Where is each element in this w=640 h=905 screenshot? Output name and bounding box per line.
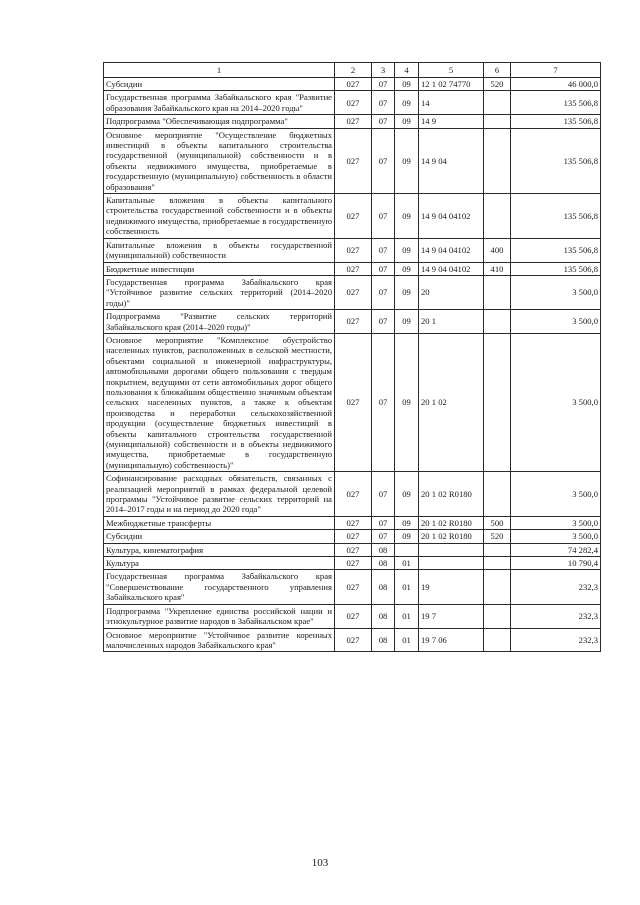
- target-article-cell: 14: [419, 91, 484, 115]
- target-article-cell: 14 9 04 04102: [419, 194, 484, 239]
- section-cell: 08: [372, 628, 395, 652]
- amount-cell: 135 506,8: [511, 128, 601, 193]
- target-article-cell: 14 9 04: [419, 128, 484, 193]
- amount-cell: 135 506,8: [511, 115, 601, 128]
- name-cell: Подпрограмма "Обеспечивающая подпрограмма": [104, 115, 335, 128]
- name-cell: Капитальные вложения в объекты капитального строительства государственной собственности и в объекты недвижимого имущества, приобретаемые в государственную собственность: [104, 194, 335, 239]
- section-cell: 07: [372, 115, 395, 128]
- subsection-cell: 09: [395, 310, 419, 334]
- table-row: [104, 194, 601, 239]
- ministry-code-cell: 027: [335, 78, 372, 91]
- ministry-code-cell: 027: [335, 472, 372, 517]
- section-cell: 07: [372, 91, 395, 115]
- ministry-code-cell: 027: [335, 238, 372, 262]
- table-row: [104, 115, 601, 128]
- subsection-cell: 09: [395, 333, 419, 471]
- table-row: [104, 238, 601, 262]
- expense-type-cell: 410: [484, 262, 511, 275]
- ministry-code-cell: 027: [335, 128, 372, 193]
- table-row: [104, 628, 601, 652]
- name-cell: Субсидии: [104, 78, 335, 91]
- target-article-cell: 14 9 04 04102: [419, 262, 484, 275]
- ministry-code-cell: 027: [335, 604, 372, 628]
- name-cell: Софинансирование расходных обязательств, связанных с реализацией мероприятий в рамках федеральной целевой программы "Устойчивое развитие сельских территорий на 2014–2017 годы и на период до 2020 года": [104, 472, 335, 517]
- subsection-cell: 09: [395, 530, 419, 543]
- table-row: [104, 262, 601, 275]
- table-row: [104, 275, 601, 309]
- ministry-code-cell: 027: [335, 628, 372, 652]
- name-cell: Подпрограмма "Развитие сельских территорий Забайкальского края (2014–2020 годы)": [104, 310, 335, 334]
- section-cell: 07: [372, 275, 395, 309]
- subsection-cell: 01: [395, 628, 419, 652]
- table-row: [104, 333, 601, 471]
- table-row: [104, 78, 601, 91]
- page-number: 103: [311, 857, 329, 869]
- section-cell: 08: [372, 557, 395, 570]
- amount-cell: 10 790,4: [511, 557, 601, 570]
- amount-cell: 135 506,8: [511, 262, 601, 275]
- ministry-code-cell: 027: [335, 570, 372, 604]
- amount-cell: 232,3: [511, 570, 601, 604]
- target-article-cell: 19 7: [419, 604, 484, 628]
- table-row: [104, 530, 601, 543]
- table-body: [104, 78, 601, 652]
- name-cell: Бюджетные инвестиции: [104, 262, 335, 275]
- subsection-cell: 09: [395, 128, 419, 193]
- amount-cell: 3 500,0: [511, 530, 601, 543]
- target-article-cell: 14 9: [419, 115, 484, 128]
- name-cell: Субсидии: [104, 530, 335, 543]
- expense-type-cell: [484, 275, 511, 309]
- section-cell: 07: [372, 194, 395, 239]
- table-row: [104, 604, 601, 628]
- column-header-3: 3: [372, 63, 395, 78]
- subsection-cell: 09: [395, 275, 419, 309]
- name-cell: Государственная программа Забайкальского края "Устойчивое развитие сельских территорий (2014–2020 годы)": [104, 275, 335, 309]
- amount-cell: 46 000,0: [511, 78, 601, 91]
- table-row: [104, 128, 601, 193]
- column-header-6: 6: [484, 63, 511, 78]
- target-article-cell: 20: [419, 275, 484, 309]
- expense-type-cell: [484, 472, 511, 517]
- amount-cell: 3 500,0: [511, 333, 601, 471]
- section-cell: 07: [372, 472, 395, 517]
- table-row: [104, 472, 601, 517]
- subsection-cell: 09: [395, 194, 419, 239]
- section-cell: 07: [372, 128, 395, 193]
- target-article-cell: 19: [419, 570, 484, 604]
- expense-type-cell: [484, 91, 511, 115]
- expense-type-cell: 520: [484, 530, 511, 543]
- ministry-code-cell: 027: [335, 557, 372, 570]
- name-cell: Основное мероприятие "Осуществление бюджетных инвестиций в объекты капитального строительства государственной (муниципальной) собственности и в объекты недвижимого имущества, приобретаемые в государственную (муниципальную) собственность в области образования": [104, 128, 335, 193]
- ministry-code-cell: 027: [335, 194, 372, 239]
- ministry-code-cell: 027: [335, 262, 372, 275]
- section-cell: 07: [372, 78, 395, 91]
- expense-type-cell: [484, 310, 511, 334]
- expense-type-cell: [484, 128, 511, 193]
- expense-type-cell: 400: [484, 238, 511, 262]
- subsection-cell: 01: [395, 604, 419, 628]
- section-cell: 07: [372, 262, 395, 275]
- amount-cell: 135 506,8: [511, 91, 601, 115]
- amount-cell: 3 500,0: [511, 516, 601, 529]
- subsection-cell: 09: [395, 78, 419, 91]
- expense-type-cell: [484, 333, 511, 471]
- name-cell: Культура: [104, 557, 335, 570]
- expense-type-cell: [484, 194, 511, 239]
- subsection-cell: 09: [395, 115, 419, 128]
- section-cell: 08: [372, 570, 395, 604]
- name-cell: Государственная программа Забайкальского края "Развитие образования Забайкальского края на 2014–2020 годы": [104, 91, 335, 115]
- table-row: [104, 516, 601, 529]
- ministry-code-cell: 027: [335, 115, 372, 128]
- target-article-cell: 20 1 02: [419, 333, 484, 471]
- expense-type-cell: [484, 628, 511, 652]
- name-cell: Основное мероприятие "Устойчивое развитие коренных малочисленных народов Забайкальского края": [104, 628, 335, 652]
- name-cell: Капитальные вложения в объекты государственной (муниципальной) собственности: [104, 238, 335, 262]
- column-header-1: 1: [104, 63, 335, 78]
- section-cell: 08: [372, 543, 395, 556]
- amount-cell: 3 500,0: [511, 310, 601, 334]
- section-cell: 07: [372, 310, 395, 334]
- expense-type-cell: [484, 604, 511, 628]
- target-article-cell: 19 7 06: [419, 628, 484, 652]
- table-row: [104, 543, 601, 556]
- section-cell: 07: [372, 516, 395, 529]
- expense-type-cell: [484, 543, 511, 556]
- subsection-cell: 09: [395, 472, 419, 517]
- budget-table: [103, 62, 601, 652]
- target-article-cell: 20 1 02 R0180: [419, 516, 484, 529]
- expense-type-cell: [484, 570, 511, 604]
- subsection-cell: 09: [395, 238, 419, 262]
- subsection-cell: 09: [395, 516, 419, 529]
- subsection-cell: 01: [395, 570, 419, 604]
- target-article-cell: [419, 557, 484, 570]
- subsection-cell: 01: [395, 557, 419, 570]
- target-article-cell: 20 1 02 R0180: [419, 472, 484, 517]
- subsection-cell: 09: [395, 262, 419, 275]
- name-cell: Межбюджетные трансферты: [104, 516, 335, 529]
- section-cell: 07: [372, 333, 395, 471]
- amount-cell: 135 506,8: [511, 194, 601, 239]
- subsection-cell: [395, 543, 419, 556]
- section-cell: 07: [372, 238, 395, 262]
- target-article-cell: 20 1: [419, 310, 484, 334]
- column-header-4: 4: [395, 63, 419, 78]
- target-article-cell: 12 1 02 74770: [419, 78, 484, 91]
- ministry-code-cell: 027: [335, 275, 372, 309]
- name-cell: Основное мероприятие "Комплексное обустройство населенных пунктов, расположенных в сельской местности, объектами социальной и инженерной инфраструктуры, автомобильными дорогами общего пользования с твердым покрытием, ведущими от сети автомобильных дорог общего пользования к ближайшим общественно значимым объектам сельских населенных пунктов, а также к объектам производства и переработки сельскохозяйственной продукции (осуществление бюджетных инвестиций в объекты капитального строительства государственной (муниципальной) собственности и в объекты недвижимого имущества, приобретаемые в государственную (муниципальную) собственность)": [104, 333, 335, 471]
- amount-cell: 3 500,0: [511, 472, 601, 517]
- table-row: [104, 91, 601, 115]
- amount-cell: 135 506,8: [511, 238, 601, 262]
- amount-cell: 232,3: [511, 628, 601, 652]
- subsection-cell: 09: [395, 91, 419, 115]
- ministry-code-cell: 027: [335, 543, 372, 556]
- expense-type-cell: 520: [484, 78, 511, 91]
- amount-cell: 3 500,0: [511, 275, 601, 309]
- expense-type-cell: 500: [484, 516, 511, 529]
- column-header-7: 7: [511, 63, 601, 78]
- table-row: [104, 557, 601, 570]
- name-cell: Подпрограмма "Укрепление единства российской нации и этнокультурное развитие народов в Забайкальском крае": [104, 604, 335, 628]
- ministry-code-cell: 027: [335, 516, 372, 529]
- table-row: [104, 310, 601, 334]
- expense-type-cell: [484, 115, 511, 128]
- name-cell: Культура, кинематография: [104, 543, 335, 556]
- ministry-code-cell: 027: [335, 310, 372, 334]
- ministry-code-cell: 027: [335, 91, 372, 115]
- column-header-5: 5: [419, 63, 484, 78]
- ministry-code-cell: 027: [335, 530, 372, 543]
- target-article-cell: [419, 543, 484, 556]
- header-row: [104, 63, 601, 78]
- table-row: [104, 570, 601, 604]
- column-header-2: 2: [335, 63, 372, 78]
- target-article-cell: 14 9 04 04102: [419, 238, 484, 262]
- table-header: [104, 63, 601, 78]
- amount-cell: 74 282,4: [511, 543, 601, 556]
- name-cell: Государственная программа Забайкальского края "Совершенствование государственного управления Забайкальского края": [104, 570, 335, 604]
- section-cell: 07: [372, 530, 395, 543]
- ministry-code-cell: 027: [335, 333, 372, 471]
- expense-type-cell: [484, 557, 511, 570]
- section-cell: 08: [372, 604, 395, 628]
- amount-cell: 232,3: [511, 604, 601, 628]
- target-article-cell: 20 1 02 R0180: [419, 530, 484, 543]
